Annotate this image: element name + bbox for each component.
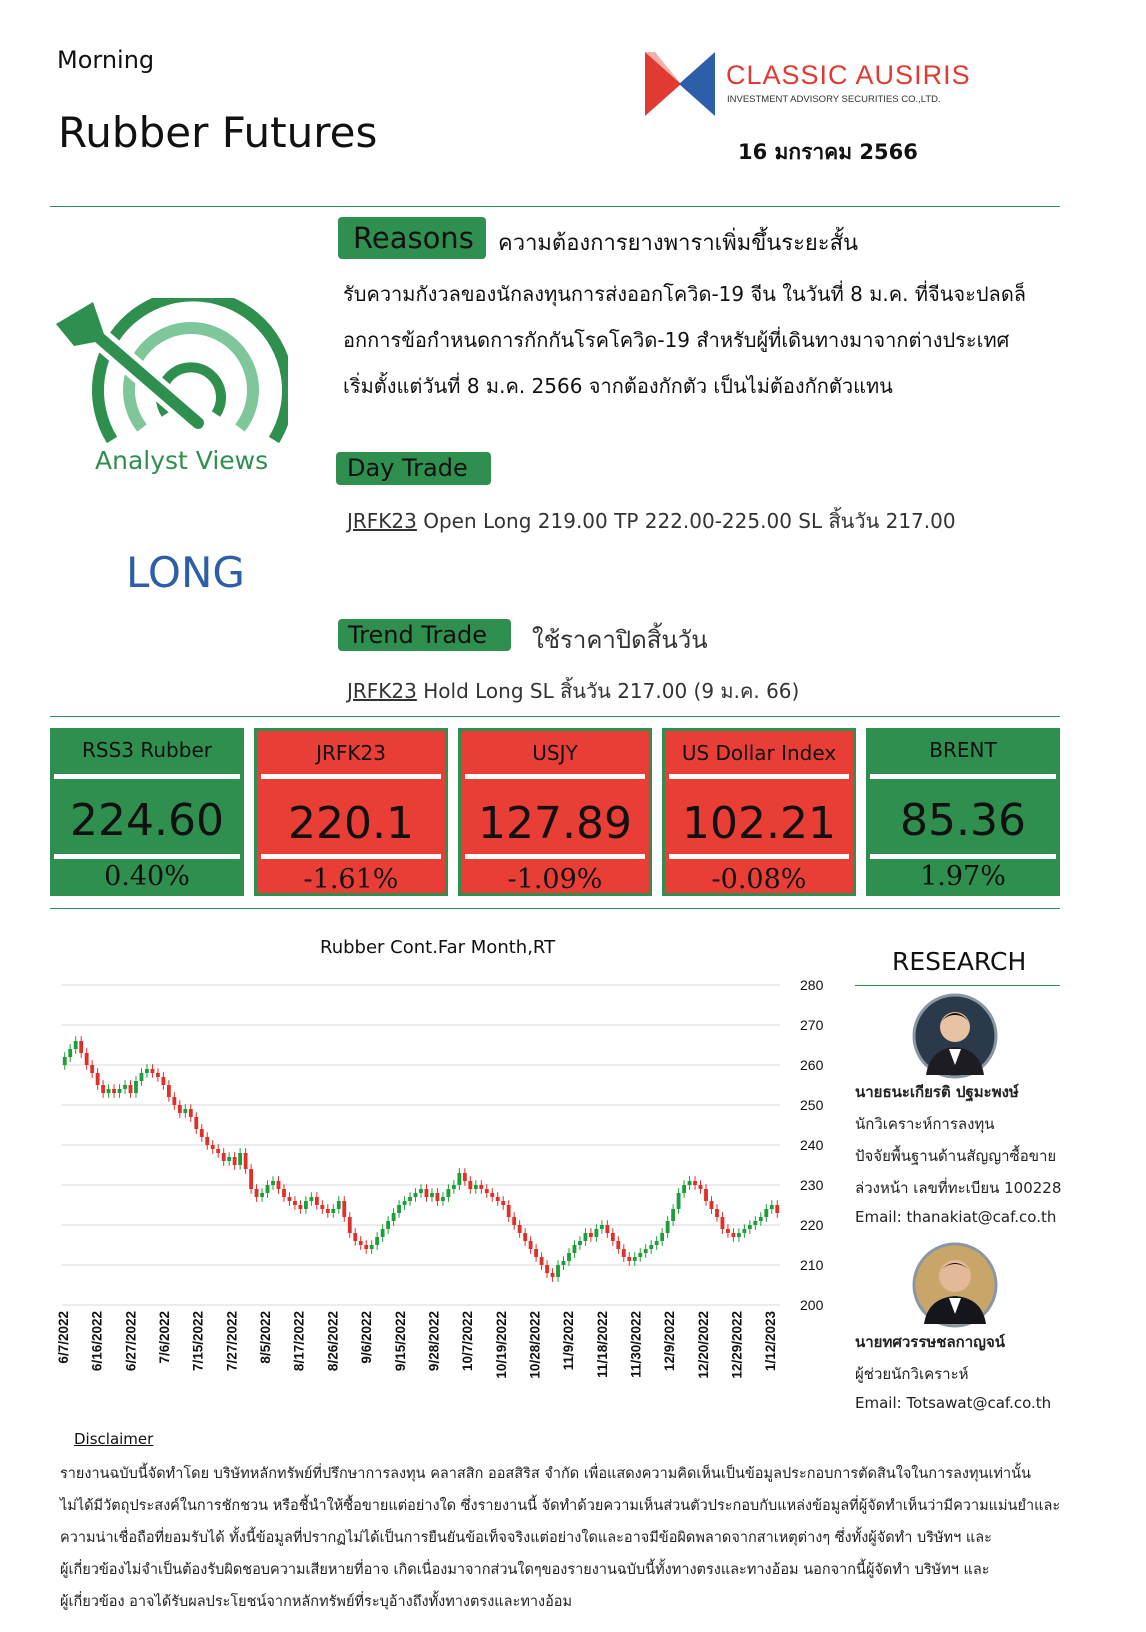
candle-body xyxy=(96,1073,100,1085)
divider xyxy=(50,716,1060,717)
candle-body xyxy=(721,1217,725,1229)
disclaimer-line: ผู้เกี่ยวข้องไม่จำเป็นต้องรับผิดชอบความเสียหายที่อาจ เกิดเนื่องมาจากส่วนใดๆของรายงานฉบับนี้ทั้งทางตรงและทางอ้อม นอกจากนี้ผู้จัดทำ บริษัทฯ และ xyxy=(60,1562,990,1578)
analyst-name: นายธนะเกียรติ ปฐมะพงษ์ xyxy=(855,1083,1019,1101)
x-tick-label: 7/15/2022 xyxy=(190,1311,206,1372)
brand-subtitle: INVESTMENT ADVISORY SECURITIES CO.,LTD. xyxy=(727,94,941,105)
card-divider xyxy=(465,854,645,859)
card-divider xyxy=(54,774,240,779)
candle-body xyxy=(710,1201,714,1209)
candle-body xyxy=(79,1041,83,1053)
candle-body xyxy=(704,1189,708,1201)
candle-body xyxy=(468,1181,472,1189)
x-tick-label: 11/30/2022 xyxy=(628,1311,644,1378)
divider xyxy=(855,985,1060,986)
candle-body xyxy=(485,1189,489,1193)
candle-body xyxy=(63,1057,67,1065)
candle-body xyxy=(293,1201,297,1205)
candle-body xyxy=(655,1241,659,1245)
y-tick-label: 280 xyxy=(800,977,824,993)
market-card xyxy=(866,728,1060,896)
candle-body xyxy=(189,1109,193,1117)
candle-body xyxy=(337,1201,341,1209)
candle-body xyxy=(616,1241,620,1249)
candle-body xyxy=(474,1185,478,1189)
candle-body xyxy=(85,1053,89,1065)
candle-body xyxy=(622,1249,626,1257)
y-tick-label: 220 xyxy=(800,1217,824,1233)
card-title: RSS3 Rubber xyxy=(82,738,212,762)
candle-body xyxy=(403,1201,407,1205)
candle-body xyxy=(562,1261,566,1265)
reasons-tag: Reasons xyxy=(338,217,486,259)
y-tick-label: 270 xyxy=(800,1017,824,1033)
divider xyxy=(50,206,1060,207)
candle-body xyxy=(594,1229,598,1237)
candle-body xyxy=(315,1197,319,1205)
candle-body xyxy=(145,1069,149,1073)
candle-body xyxy=(326,1209,330,1213)
candle-body xyxy=(151,1069,155,1073)
candle-body xyxy=(288,1197,292,1201)
x-tick-label: 7/27/2022 xyxy=(224,1311,240,1372)
candle-body xyxy=(211,1145,215,1149)
candle-body xyxy=(118,1089,122,1093)
candle-body xyxy=(414,1193,418,1197)
candle-body xyxy=(518,1225,522,1233)
card-value: 220.1 xyxy=(288,798,414,849)
candle-body xyxy=(205,1137,209,1145)
candle-body xyxy=(638,1253,642,1257)
candle-body xyxy=(666,1221,670,1233)
x-tick-label: 12/9/2022 xyxy=(662,1311,678,1372)
candle-body xyxy=(660,1233,664,1241)
candle-body xyxy=(304,1201,308,1209)
candle-body xyxy=(123,1085,127,1089)
candle-body xyxy=(589,1233,593,1237)
card-title: JRFK23 xyxy=(316,741,386,765)
candle-body xyxy=(342,1201,346,1217)
candle-body xyxy=(737,1233,741,1237)
candle-body xyxy=(156,1073,160,1077)
candle-body xyxy=(627,1257,631,1261)
candle-body xyxy=(573,1245,577,1253)
report-date: 16 มกราคม 2566 xyxy=(738,140,918,164)
analyst-role: ผู้ช่วยนักวิเคราะห์ xyxy=(855,1365,969,1383)
candle-body xyxy=(348,1217,352,1233)
card-divider xyxy=(261,774,441,779)
trend-trade-tag: Trend Trade xyxy=(338,619,511,651)
trend-trade-line xyxy=(347,675,799,707)
card-change: 0.40% xyxy=(104,861,190,892)
candle-body xyxy=(529,1241,533,1249)
candle-body xyxy=(238,1153,242,1165)
x-tick-label: 6/27/2022 xyxy=(123,1311,139,1372)
candle-body xyxy=(112,1089,116,1093)
candle-body xyxy=(430,1193,434,1197)
candle-body xyxy=(507,1205,511,1217)
x-tick-label: 12/20/2022 xyxy=(695,1311,711,1379)
candle-body xyxy=(74,1041,78,1049)
brand-logo-icon xyxy=(645,50,715,118)
candle-body xyxy=(446,1189,450,1197)
x-tick-label: 9/15/2022 xyxy=(392,1311,408,1372)
card-change: -1.09% xyxy=(507,864,603,895)
candle-body xyxy=(693,1181,697,1185)
candle-body xyxy=(107,1089,111,1093)
chart-title: Rubber Cont.Far Month,RT xyxy=(320,937,556,958)
candle-body xyxy=(545,1265,549,1273)
divider xyxy=(50,908,1060,909)
candle-body xyxy=(512,1217,516,1225)
x-tick-label: 11/18/2022 xyxy=(594,1311,610,1378)
reasons-heading: ความต้องการยางพาราเพิ่มขึ้นระยะสั้น xyxy=(498,231,859,256)
market-card xyxy=(662,728,856,896)
candle-body xyxy=(496,1197,500,1201)
day-trade-symbol: JRFK23 xyxy=(347,509,417,533)
candle-body xyxy=(463,1173,467,1181)
candle-body xyxy=(534,1249,538,1257)
candle-body xyxy=(726,1229,730,1233)
candle-body xyxy=(68,1049,72,1057)
candle-body xyxy=(222,1153,226,1161)
candle-body xyxy=(172,1097,176,1105)
candle-body xyxy=(452,1185,456,1189)
candle-body xyxy=(688,1181,692,1185)
candle-body xyxy=(260,1193,264,1197)
candle-body xyxy=(370,1245,374,1249)
candle-body xyxy=(353,1233,357,1241)
candle-body xyxy=(277,1181,281,1189)
candle-body xyxy=(161,1077,165,1085)
card-value: 224.60 xyxy=(70,795,224,846)
card-divider xyxy=(669,774,849,779)
analyst-avatar xyxy=(912,993,998,1079)
candlestick-chart xyxy=(50,970,850,1420)
y-tick-label: 200 xyxy=(800,1297,824,1313)
candle-body xyxy=(649,1245,653,1249)
candle-body xyxy=(600,1225,604,1229)
x-tick-label: 6/7/2022 xyxy=(56,1311,71,1364)
candle-body xyxy=(556,1265,560,1277)
card-title: USJY xyxy=(532,741,578,765)
reason-line: อกการข้อกำหนดการกักกันโรคโควิด-19 สำหรับผู้ที่เดินทางมาจากต่างประเทศ xyxy=(343,328,1010,352)
candle-body xyxy=(320,1205,324,1209)
analyst-email[interactable]: Email: thanakiat@caf.co.th xyxy=(855,1208,1057,1226)
candle-body xyxy=(419,1189,423,1193)
candle-body xyxy=(540,1257,544,1265)
candle-body xyxy=(386,1221,390,1229)
candle-body xyxy=(731,1233,735,1237)
x-tick-label: 10/19/2022 xyxy=(493,1311,509,1379)
disclaimer-title: Disclaimer xyxy=(74,1430,154,1448)
card-value: 102.21 xyxy=(682,798,836,849)
x-tick-label: 8/5/2022 xyxy=(258,1311,274,1364)
x-tick-label: 1/12/2023 xyxy=(763,1311,779,1372)
reason-line: รับความกังวลของนักลงทุนการส่งออกโควิด-19 จีน ในวันที่ 8 ม.ค. ที่จีนจะปลดล็ xyxy=(343,282,1027,306)
card-divider xyxy=(465,774,645,779)
candle-body xyxy=(167,1085,171,1097)
candle-body xyxy=(266,1185,270,1193)
analyst-detail: ล่วงหน้า เลขที่ทะเบียน 100228 xyxy=(855,1179,1062,1197)
x-tick-label: 8/26/2022 xyxy=(325,1311,341,1372)
candle-body xyxy=(178,1105,182,1113)
y-tick-label: 260 xyxy=(800,1057,824,1073)
dartboard-target-icon xyxy=(48,298,288,448)
x-tick-label: 10/28/2022 xyxy=(527,1311,543,1379)
candle-body xyxy=(233,1157,237,1165)
analyst-views-label: Analyst Views xyxy=(95,446,269,475)
trend-trade-text: Hold Long SL สิ้นวัน 217.00 (9 ม.ค. 66) xyxy=(416,679,800,703)
candle-body xyxy=(759,1217,763,1221)
trend-trade-note: ใช้ราคาปิดสิ้นวัน xyxy=(532,626,708,654)
candle-body xyxy=(551,1273,555,1277)
x-tick-label: 10/7/2022 xyxy=(460,1311,476,1372)
candle-body xyxy=(584,1233,588,1241)
candle-body xyxy=(381,1229,385,1237)
market-card xyxy=(254,728,448,896)
brand-name: CLASSIC AUSIRIS xyxy=(726,60,971,90)
candle-body xyxy=(457,1173,461,1185)
candle-body xyxy=(90,1065,94,1073)
card-divider xyxy=(870,854,1056,859)
candle-body xyxy=(331,1209,335,1213)
report-type-label: Morning xyxy=(57,46,155,74)
card-value: 127.89 xyxy=(478,798,632,849)
candle-body xyxy=(425,1189,429,1197)
candle-body xyxy=(309,1197,313,1201)
candle-body xyxy=(479,1185,483,1189)
candle-body xyxy=(249,1169,253,1189)
disclaimer-line: ผู้เกี่ยวข้อง อาจได้รับผลประโยชน์จากหลักทรัพย์ที่ระบุอ้างถึงทั้งทางตรงและทางอ้อม xyxy=(60,1594,573,1610)
x-tick-label: 7/6/2022 xyxy=(157,1311,173,1364)
candle-body xyxy=(364,1245,368,1249)
candle-body xyxy=(140,1073,144,1081)
y-tick-label: 210 xyxy=(800,1257,824,1273)
x-tick-label: 11/9/2022 xyxy=(561,1311,577,1371)
research-heading: RESEARCH xyxy=(892,947,1027,976)
candle-body xyxy=(441,1197,445,1201)
candle-body xyxy=(605,1225,609,1233)
candle-body xyxy=(129,1085,133,1093)
candle-body xyxy=(134,1081,138,1093)
candle-body xyxy=(397,1205,401,1213)
day-trade-line xyxy=(347,505,956,537)
candle-body xyxy=(523,1233,527,1241)
card-divider xyxy=(261,854,441,859)
candle-body xyxy=(633,1257,637,1261)
card-change: 1.97% xyxy=(920,861,1006,892)
card-divider xyxy=(870,774,1056,779)
analyst-avatar xyxy=(912,1242,998,1328)
disclaimer-line: รายงานฉบับนี้จัดทำโดย บริษัทหลักทรัพย์ที่ปรึกษาการลงทุน คลาสสิก ออสสิริส จำกัด เพื่อแสดงความคิดเห็นเป็นข้อมูลประกอบการตัดสินใจในการลงทุนเท่านั้น xyxy=(60,1466,1031,1482)
x-tick-label: 9/28/2022 xyxy=(426,1311,442,1372)
candle-body xyxy=(770,1205,774,1209)
analyst-email[interactable]: Email: Totsawat@caf.co.th xyxy=(855,1394,1052,1412)
candle-body xyxy=(375,1237,379,1245)
candle-body xyxy=(299,1205,303,1209)
market-card xyxy=(458,728,652,896)
candle-body xyxy=(359,1241,363,1245)
day-trade-text: Open Long 219.00 TP 222.00-225.00 SL สิ้นวัน 217.00 xyxy=(416,509,956,533)
disclaimer-line: ไม่ได้มีวัตถุประสงค์ในการชักชวน หรือชี้นำให้ซื้อขายแต่อย่างใด ซึ่งรายงานนี้ จัดทำด้วยความเห็นส่วนตัวประกอบกับแหล่งข้อมูลที่ผู้จัดทำเห็นว่ามีความแม่นยำและ xyxy=(60,1498,1061,1514)
candle-body xyxy=(775,1205,779,1213)
analyst-role: นักวิเคราะห์การลงทุน xyxy=(855,1115,995,1133)
candle-body xyxy=(200,1129,204,1137)
x-tick-label: 6/16/2022 xyxy=(89,1311,105,1372)
market-card xyxy=(50,728,244,896)
candle-body xyxy=(611,1233,615,1241)
x-tick-label: 8/17/2022 xyxy=(291,1311,307,1372)
card-change: -0.08% xyxy=(711,864,807,895)
x-tick-label: 12/29/2022 xyxy=(729,1311,745,1379)
candle-body xyxy=(255,1189,259,1197)
candle-body xyxy=(271,1181,275,1185)
analyst-name: นายทศวรรษชลกาญจน์ xyxy=(855,1333,1005,1351)
candle-body xyxy=(244,1153,248,1169)
candle-body xyxy=(282,1189,286,1197)
candle-body xyxy=(748,1225,752,1229)
candle-body xyxy=(490,1193,494,1197)
candle-body xyxy=(392,1213,396,1221)
card-divider xyxy=(54,854,240,859)
y-tick-label: 240 xyxy=(800,1137,824,1153)
card-change: -1.61% xyxy=(303,864,399,895)
candle-body xyxy=(764,1209,768,1217)
y-tick-label: 250 xyxy=(800,1097,824,1113)
candle-body xyxy=(501,1201,505,1205)
card-value: 85.36 xyxy=(900,795,1026,846)
candle-body xyxy=(216,1149,220,1153)
candle-body xyxy=(644,1249,648,1253)
candle-body xyxy=(671,1209,675,1221)
day-trade-tag: Day Trade xyxy=(336,452,491,485)
disclaimer-line: ความน่าเชื่อถือที่ยอมรับได้ ทั้งนี้ข้อมูลที่ปรากฏไม่ได้เป็นการยืนยันข้อเท็จจริงแต่อย่างใดและอาจมีข้อผิดพลาดจากสาเหตุต่างๆ ซึ่งทั้งผู้จัดทำ บริษัทฯ และ xyxy=(60,1530,992,1546)
candle-body xyxy=(183,1109,187,1113)
stance-label: LONG xyxy=(126,548,245,597)
candle-body xyxy=(578,1241,582,1245)
reason-line: เริ่มตั้งแต่วันที่ 8 ม.ค. 2566 จากต้องกักตัว เป็นไม่ต้องกักตัวแทน xyxy=(343,374,893,398)
candle-body xyxy=(677,1193,681,1209)
candle-body xyxy=(408,1197,412,1201)
candle-body xyxy=(715,1209,719,1217)
trend-trade-symbol: JRFK23 xyxy=(347,679,417,703)
page-title: Rubber Futures xyxy=(58,108,378,157)
card-divider xyxy=(669,854,849,859)
candle-body xyxy=(699,1185,703,1189)
card-title: US Dollar Index xyxy=(681,741,837,765)
candle-body xyxy=(101,1085,105,1093)
analyst-detail: ปัจจัยพื้นฐานด้านสัญญาซื้อขาย xyxy=(855,1147,1057,1165)
x-tick-label: 9/6/2022 xyxy=(359,1311,375,1364)
candle-body xyxy=(753,1221,757,1225)
candle-body xyxy=(436,1193,440,1201)
candle-body xyxy=(682,1185,686,1193)
candle-body xyxy=(227,1157,231,1161)
card-title: BRENT xyxy=(929,738,997,762)
candle-body xyxy=(567,1253,571,1261)
candle-body xyxy=(742,1229,746,1233)
y-tick-label: 230 xyxy=(800,1177,824,1193)
candle-body xyxy=(194,1117,198,1129)
